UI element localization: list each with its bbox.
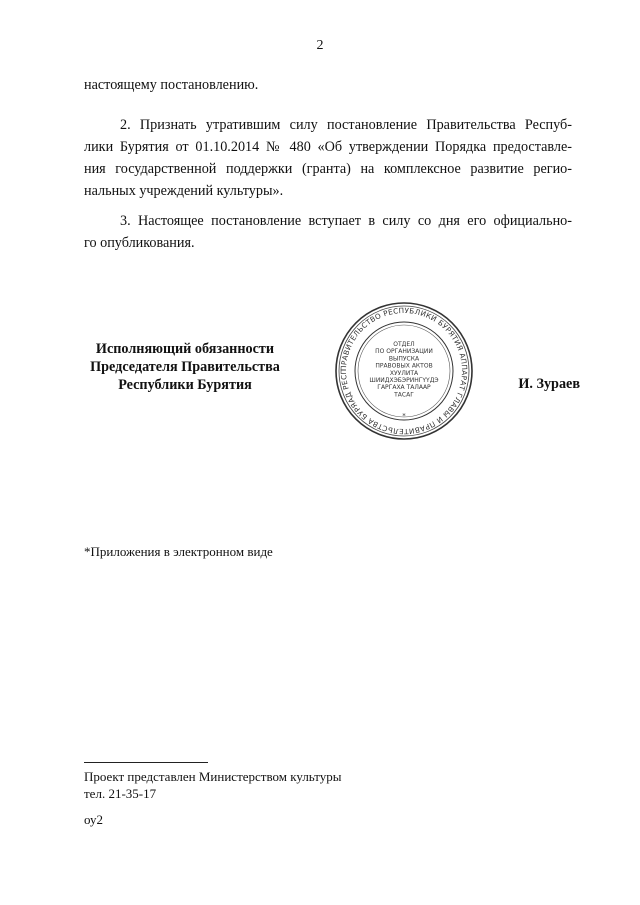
seal-graphic: [333, 300, 475, 442]
paragraph-3-line-1: 3. Настоящее постановление вступает в силу со дня его официально-: [120, 213, 572, 229]
seal-center-line: ПО ОРГАНИЗАЦИИ: [375, 348, 433, 356]
seal-center-line: ТАСАГ: [394, 391, 414, 399]
document-code: оу2: [84, 812, 104, 827]
official-seal-stamp: [333, 300, 475, 442]
paragraph-2-line-4: нальных учреждений культуры».: [84, 183, 284, 199]
attachments-note: *Приложения в электронном виде: [84, 544, 273, 559]
seal-center-line: ВЫПУСКА: [388, 355, 420, 363]
seal-center-text: [369, 341, 438, 398]
seal-star-icon: *: [402, 412, 406, 420]
footer-prepared-by: Проект представлен Министерством культуры: [84, 769, 342, 784]
seal-center-line: ОТДЕЛ: [393, 341, 415, 348]
paragraph-3-line-2: го опубликования.: [84, 235, 195, 251]
page-number: 2: [316, 38, 324, 53]
signatory-position-line-2: Председателя Правительства: [90, 359, 280, 375]
paragraph-2-line-3: ния государственной поддержки (гранта) на комплексное развитие регио-: [84, 161, 572, 177]
paragraph-2-line-1: 2. Признать утратившим силу постановление Правительства Респуб-: [120, 117, 572, 133]
seal-center-line: ХУУЛИТА: [389, 369, 419, 377]
signatory-name: И. Зураев: [518, 376, 580, 392]
body-line-continuation: настоящему постановлению.: [84, 77, 259, 93]
seal-ring-text: ПРАВИТЕЛЬСТВО РЕСПУБЛИКИ БУРЯТИЯ АППАРАТ ГЛАВЫ И ПРАВИТЕЛЬСТВА БУРЯАД РЕСП: [338, 305, 470, 437]
signatory-position-line-1: Исполняющий обязанности: [95, 341, 275, 357]
seal-center-line: ШИИДХЭБЭРИНГҮҮДЭ: [369, 377, 439, 384]
footer-phone: тел. 21-35-17: [84, 786, 157, 801]
seal-center-line: ГАРГАХА ТАЛААР: [377, 384, 431, 392]
footer-divider: [84, 762, 208, 763]
signatory-position-line-3: Республики Бурятия: [118, 377, 252, 393]
paragraph-2-line-2: лики Бурятия от 01.10.2014 № 480 «Об утверждении Порядка предоставле-: [84, 139, 572, 155]
seal-center-line: ПРАВОВЫХ АКТОВ: [375, 362, 433, 370]
signatory-position: [60, 340, 310, 394]
